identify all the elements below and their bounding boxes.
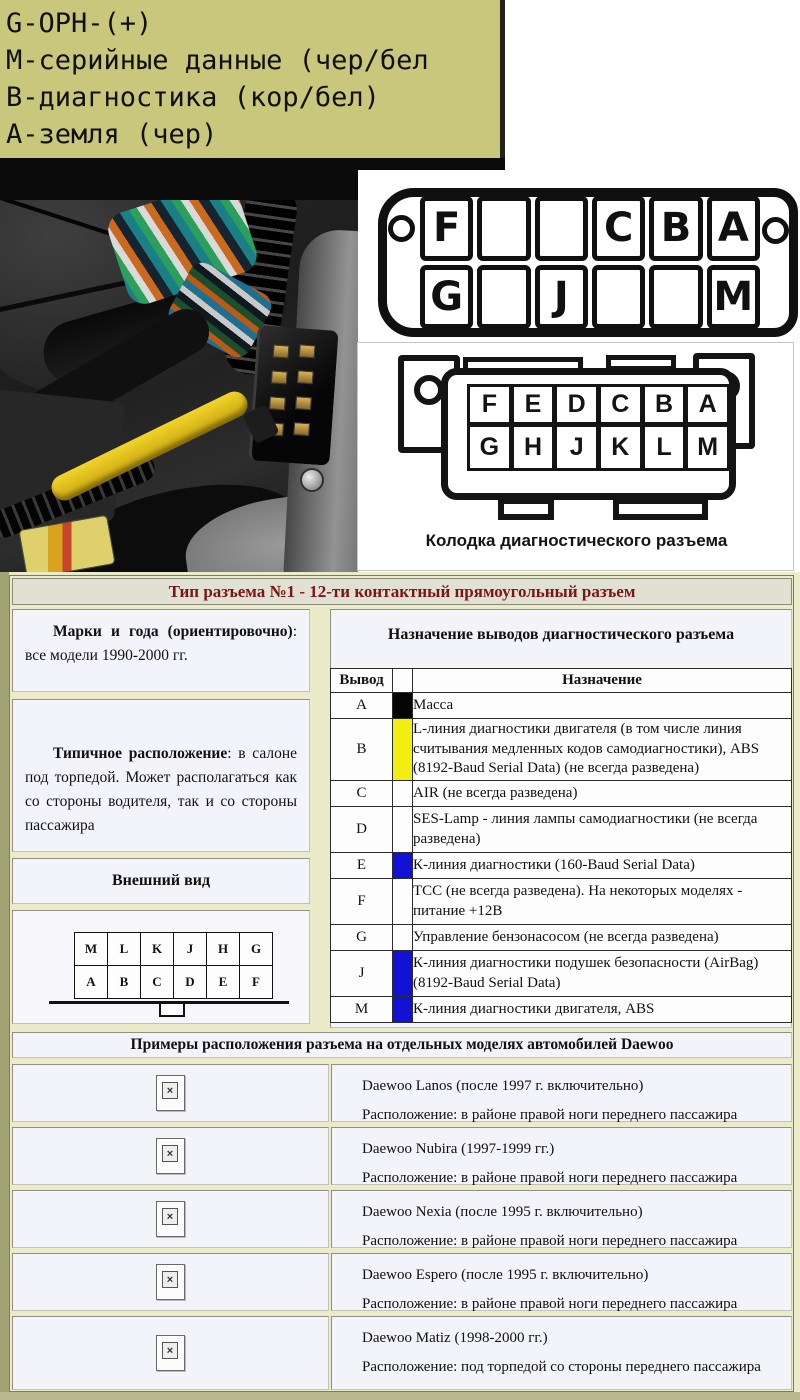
pin-color-swatch [393, 951, 413, 997]
pin-purpose-title: Назначение выводов диагностического разъема [387, 626, 735, 643]
wiring-note-line: А-земля (чер) [6, 119, 218, 150]
pin-cell [477, 196, 530, 261]
pin-cell: B [642, 384, 687, 425]
example-image-cell [12, 1127, 329, 1185]
pin-cell: G [420, 265, 473, 330]
mounting-hole-icon [388, 215, 415, 242]
typical-location-value: : в салоне под торпедой. Может располагаться как со стороны водителя, так и со стороны пассажира [25, 745, 297, 834]
marks-years-label: Марки и года (ориентировочно) [53, 623, 293, 640]
pin-row [331, 781, 792, 807]
pin-color-swatch [393, 997, 413, 1023]
pin-color-swatch [393, 781, 413, 807]
pin-color-swatch [393, 693, 413, 719]
example-model: Daewoo Matiz (1998-2000 гг.) [362, 1330, 548, 1346]
pin-description: Масса [413, 693, 792, 719]
pin-cell: M [685, 424, 730, 471]
pin-description: SES-Lamp - линия лампы самодиагностики (не всегда разведена) [413, 807, 792, 853]
marks-years-cell [12, 609, 310, 692]
wiring-note-line: М-серийные данные (чер/бел [6, 45, 429, 76]
socket-diagram-panel [357, 342, 794, 571]
pin-color-swatch [393, 879, 413, 925]
pin-cell [477, 265, 530, 330]
example-row [331, 1127, 792, 1185]
appearance-pin-grid [75, 933, 273, 999]
pin-description: К-линия диагностики (160-Baud Serial Data) [413, 853, 792, 879]
socket-pin-grid [468, 385, 730, 471]
wiring-note-line: В-диагностика (кор/бел) [6, 82, 380, 113]
pin-letter: M [331, 997, 393, 1023]
pin-cell: G [239, 932, 273, 966]
pin-letter: G [331, 925, 393, 951]
example-model: Daewoo Espero (после 1995 г. включительно) [362, 1267, 649, 1283]
pin-description: L-линия диагностики двигателя (в том числе линия считывания медленных кодов самодиагностики), ABS (8192-Baud Serial Data) (не всегда разведена) [413, 719, 792, 781]
pin-color-swatch [393, 719, 413, 781]
appearance-title-cell [12, 858, 310, 904]
example-row [331, 1316, 792, 1390]
broken-image-icon: × [156, 1201, 185, 1237]
example-image-cell [12, 1064, 329, 1122]
socket-bottom-tab [613, 498, 708, 520]
broken-image-icon: × [156, 1264, 185, 1300]
pin-cell: F [420, 196, 473, 261]
broken-image-icon: × [156, 1075, 185, 1111]
pin-cell: B [649, 196, 702, 261]
pin-cell: K [140, 932, 174, 966]
pin-cell: K [598, 424, 643, 471]
pin-cell [535, 196, 588, 261]
pin-description: К-линия диагностики двигателя, ABS [413, 997, 792, 1023]
pin-description: AIR (не всегда разведена) [413, 781, 792, 807]
pin-row [331, 951, 792, 997]
pin-letter: F [331, 879, 393, 925]
pin-description: TCC (не всегда разведена). На некоторых моделях - питание +12В [413, 879, 792, 925]
pin-row [331, 853, 792, 879]
pin-description: К-линия диагностики подушек безопасности (AirBag) (8192-Baud Serial Data) [413, 951, 792, 997]
mounting-hole-icon [762, 217, 789, 244]
marks-years-value: : все модели 1990-2000 гг. [25, 623, 297, 664]
example-location: Расположение: в районе правой ноги переднего пассажира [362, 1296, 738, 1312]
pin-color-swatch [393, 807, 413, 853]
example-location: Расположение: в районе правой ноги переднего пассажира [362, 1107, 738, 1123]
pin-letter: A [331, 693, 393, 719]
example-location: Расположение: в районе правой ноги переднего пассажира [362, 1170, 738, 1186]
pin-cell: M [707, 265, 760, 330]
example-row [331, 1190, 792, 1248]
pin-letter: J [331, 951, 393, 997]
typical-location-cell [12, 699, 310, 852]
photo-screw [300, 468, 324, 492]
pin-cell: E [511, 384, 556, 425]
example-image-cell [12, 1253, 329, 1311]
socket-bottom-tab [498, 498, 554, 520]
pin-cell: M [74, 932, 108, 966]
pin-row [331, 719, 792, 781]
pin-color-swatch [393, 853, 413, 879]
pin-cell: J [554, 424, 599, 471]
pin-description: Управление бензонасосом (не всегда разведена) [413, 925, 792, 951]
pin-letter: E [331, 853, 393, 879]
pin-row [331, 879, 792, 925]
pin-cell: L [642, 424, 687, 471]
photo-diagnostic-connector [248, 325, 338, 465]
pin-row [331, 807, 792, 853]
typical-location-label: Типичное расположение [53, 745, 228, 762]
pin-cell: C [598, 384, 643, 425]
example-model: Daewoo Lanos (после 1997 г. включительно) [362, 1078, 644, 1094]
broken-image-icon: × [156, 1335, 185, 1371]
example-image-cell [12, 1316, 329, 1390]
pin-cell: A [74, 965, 108, 999]
connector-type-title: Тип разъема №1 - 12-ти контактный прямоугольный разъем [12, 578, 792, 605]
pin-row [331, 693, 792, 719]
pin-cell: L [107, 932, 141, 966]
appearance-title: Внешний вид [111, 872, 211, 889]
left-margin-strip [0, 572, 9, 1400]
color-column-header [393, 669, 413, 693]
pin-cell: D [173, 965, 207, 999]
pin-cell: C [140, 965, 174, 999]
pin-cell: C [592, 196, 645, 261]
example-row [331, 1064, 792, 1122]
pin-table-header-row [331, 669, 792, 693]
pin-cell: G [467, 424, 512, 471]
pin-cell: D [554, 384, 599, 425]
desc-column-header: Назначение [413, 669, 792, 693]
example-model: Daewoo Nexia (после 1995 г. включительно) [362, 1204, 643, 1220]
pin-letter: B [331, 719, 393, 781]
pin-cell [649, 265, 702, 330]
pin-row [331, 997, 792, 1023]
examples-section-title: Примеры расположения разъема на отдельных моделях автомобилей Daewoo [12, 1032, 792, 1058]
dashboard-connector-photo [0, 200, 358, 572]
wiring-note [0, 0, 505, 158]
socket-diagram-caption: Колодка диагностического разъема [425, 531, 728, 550]
pin-cell: E [206, 965, 240, 999]
connector-sketch-grid [420, 196, 760, 329]
pin-color-swatch [393, 925, 413, 951]
pin-cell: H [206, 932, 240, 966]
pin-cell: A [707, 196, 760, 261]
pin-cell: J [173, 932, 207, 966]
pin-row [331, 925, 792, 951]
pin-cell: H [511, 424, 556, 471]
appearance-notch [159, 1004, 185, 1017]
pin-cell: B [107, 965, 141, 999]
pin-cell: J [535, 265, 588, 330]
wiring-note-line: G-OPH-(+) [6, 8, 153, 39]
example-location: Расположение: в районе правой ноги переднего пассажира [362, 1233, 738, 1249]
example-model: Daewoo Nubira (1997-1999 гг.) [362, 1141, 555, 1157]
example-location: Расположение: под торпедой со стороны переднего пассажира [362, 1359, 761, 1375]
pin-cell: F [239, 965, 273, 999]
pin-letter: C [331, 781, 393, 807]
mounting-hole-icon [414, 375, 444, 405]
pin-assignment-table [330, 668, 792, 1023]
example-image-cell [12, 1190, 329, 1248]
pin-cell [592, 265, 645, 330]
pin-letter: D [331, 807, 393, 853]
pin-cell: F [467, 384, 512, 425]
appearance-diagram-cell [12, 910, 310, 1024]
broken-image-icon: × [156, 1138, 185, 1174]
example-row [331, 1253, 792, 1311]
pin-cell: A [685, 384, 730, 425]
bottom-margin-strip [0, 1392, 800, 1400]
pin-column-header: Вывод [331, 669, 393, 693]
